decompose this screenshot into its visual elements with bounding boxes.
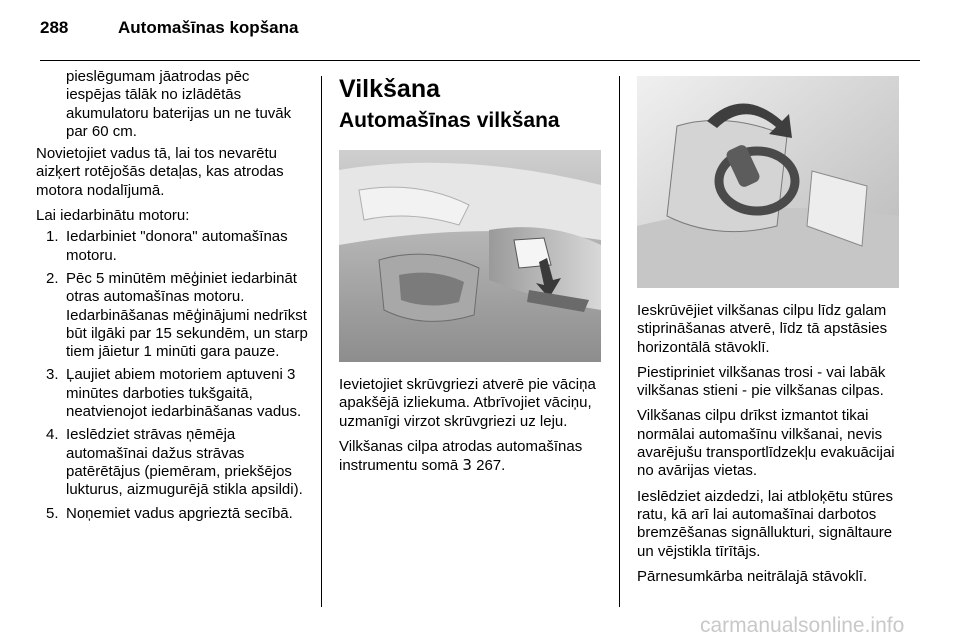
section-heading: Vilkšana — [339, 75, 441, 103]
continuation-text: pieslēgumam jāatrodas pēc iespējas tālāk no izlādētās akumulatoru baterijas un ne tuvāk par 60 cm. — [66, 68, 292, 140]
paragraph: Novietojiet vadus tā, lai tos nevarētu aizķert rotējošās detaļas, kas atrodas motora nodalījumā. — [36, 145, 284, 199]
paragraph: Ieskrūvējiet vilkšanas cilpu līdz galam stiprināšanas atverē, līdz tā apstāsies horizontālā stāvoklī. — [637, 302, 888, 356]
paragraph — [339, 438, 605, 476]
subsection-heading: Automašīnas vilkšana — [339, 109, 560, 132]
page-reference-number[interactable]: 267. — [471, 457, 506, 475]
paragraph: Vilkšanas cilpu drīkst izmantot tikai normālai automašīnu vilkšanai, nevis avarējušu transportlīdzekļu evakuācijai no avārijas vietas. — [637, 407, 895, 480]
column-2 — [339, 68, 605, 482]
car-front-bumper-illustration — [339, 150, 601, 362]
step-text: Ļaujiet abiem motoriem aptuveni 3 minūtes darboties tukšgaitā, neatvienojot iedarbināšanas vadus. — [66, 366, 302, 421]
step-number: 3. — [46, 366, 59, 384]
paragraph-text: Vilkšanas cilpa atrodas automašīnas instrumentu somā — [339, 437, 583, 475]
column-divider-1 — [321, 76, 322, 607]
paragraph: Ievietojiet skrūvgriezi atverē pie vāciņa apakšējā izliekuma. Atbrīvojiet vāciņu, uzmanīgi virzot skrūvgriezi uz leju. — [339, 376, 596, 430]
column-3 — [637, 68, 905, 593]
step-text: Iedarbiniet "donora" automašīnas motoru. — [66, 228, 288, 264]
column-divider-2 — [619, 76, 620, 607]
paragraph: Lai iedarbinātu motoru: — [36, 207, 190, 225]
column-1 — [36, 68, 308, 528]
steps-list — [36, 228, 308, 522]
page-reference-icon[interactable]: 3 — [462, 456, 472, 475]
list-item — [36, 426, 308, 499]
paragraph: Piestipriniet vilkšanas trosi - vai labāk vilkšanas stieni - pie vilkšanas cilpas. — [637, 363, 886, 400]
list-item — [36, 366, 308, 421]
page-header — [40, 18, 920, 52]
step-text: Pēc 5 minūtēm mēģiniet iedarbināt otras automašīnas motoru. Iedarbināšanas mēģinājumi nedrīkst būt ilgāki par 15 sekundēm, un starp tiem jāietur 1 minūti gara pauze. — [66, 269, 308, 361]
step-number: 1. — [46, 228, 59, 246]
page-number: 288 — [40, 18, 69, 37]
list-item — [36, 228, 308, 265]
towing-eye-illustration — [637, 76, 899, 288]
paragraph: Pārnesumkārba neitrālajā stāvoklī. — [637, 567, 868, 585]
header-rule — [40, 60, 920, 61]
watermark: carmanualsonline.info — [700, 614, 905, 637]
section-title: Automašīnas kopšana — [118, 18, 299, 37]
step-number: 5. — [46, 504, 59, 522]
list-item — [36, 505, 308, 523]
step-text: Noņemiet vadus apgrieztā secībā. — [66, 504, 293, 522]
step-text: Ieslēdziet strāvas ņēmēja automašīnai dažus strāvas patērētājus (piemēram, priekšējos lukturus, aizmugurējā stikla apsildi). — [66, 426, 303, 499]
step-number: 4. — [46, 426, 59, 444]
paragraph: Ieslēdziet aizdedzi, lai atbloķētu stūres ratu, kā arī lai automašīnai darbotos bremzēšanas signāllukturi, signāltaure un vējstikla tīrītājs. — [637, 487, 893, 560]
step-number: 2. — [46, 269, 59, 287]
list-item — [36, 270, 308, 361]
